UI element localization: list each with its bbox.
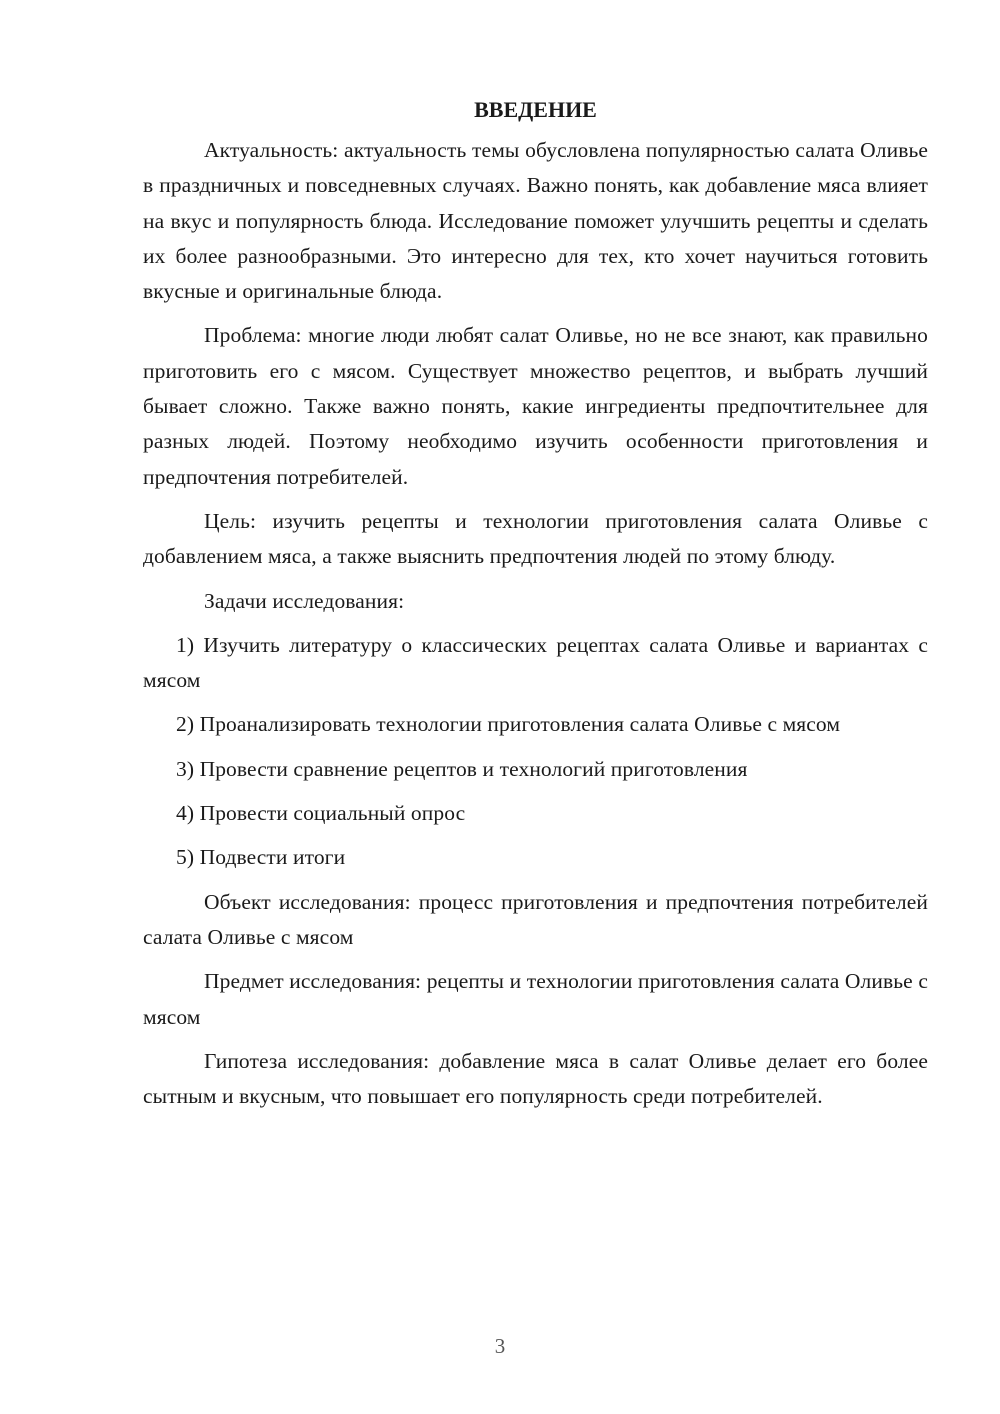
paragraph-tasks-heading: Задачи исследования: xyxy=(204,588,405,613)
paragraph-problem: Проблема: многие люди любят салат Оливье, но не все знают, как правильно приготовить его с мясом. Существует множество рецептов, и выбрать лучший бывает сложно. Также важно понять, какие ингредиенты предпочтительнее для разных людей. Поэтому необходимо изучить особенности приготовления и предпочтения потребителей. xyxy=(143,323,928,489)
page-number: 3 xyxy=(494,1334,506,1358)
paragraph-relevance: Актуальность: актуальность темы обусловлена популярностью салата Оливье в праздничных и повседневных случаях. Важно понять, как добавление мяса влияет на вкус и популярность блюда. Исследование поможет улучшить рецепты и сделать их более разнообразными. Это интересно для тех, кто хочет научиться готовить вкусные и оригинальные блюда. xyxy=(143,138,928,304)
paragraph-goal: Цель: изучить рецепты и технологии приготовления салата Оливье с добавлением мяса, а также выяснить предпочтения людей по этому блюду. xyxy=(143,508,928,569)
task-item-3: 3) Провести сравнение рецептов и технологий приготовления xyxy=(176,756,748,781)
task-item-2: 2) Проанализировать технологии приготовления салата Оливье с мясом xyxy=(176,712,841,737)
task-item-4: 4) Провести социальный опрос xyxy=(176,801,466,826)
document-page xyxy=(143,92,928,1123)
paragraph-subject: Предмет исследования: рецепты и технологии приготовления салата Оливье с мясом xyxy=(143,969,928,1029)
paragraph-hypothesis: Гипотеза исследования: добавление мяса в салат Оливье делает его более сытным и вкусным, что повышает его популярность среди потребителей. xyxy=(143,1048,928,1109)
task-item-1: 1) Изучить литературу о классических рецептах салата Оливье и вариантах с мясом xyxy=(143,632,928,693)
paragraph-object: Объект исследования: процесс приготовления и предпочтения потребителей салата Оливье с мясом xyxy=(143,889,928,949)
task-item-5: 5) Подвести итоги xyxy=(176,845,346,870)
section-title: ВВЕДЕНИЕ xyxy=(474,97,597,122)
